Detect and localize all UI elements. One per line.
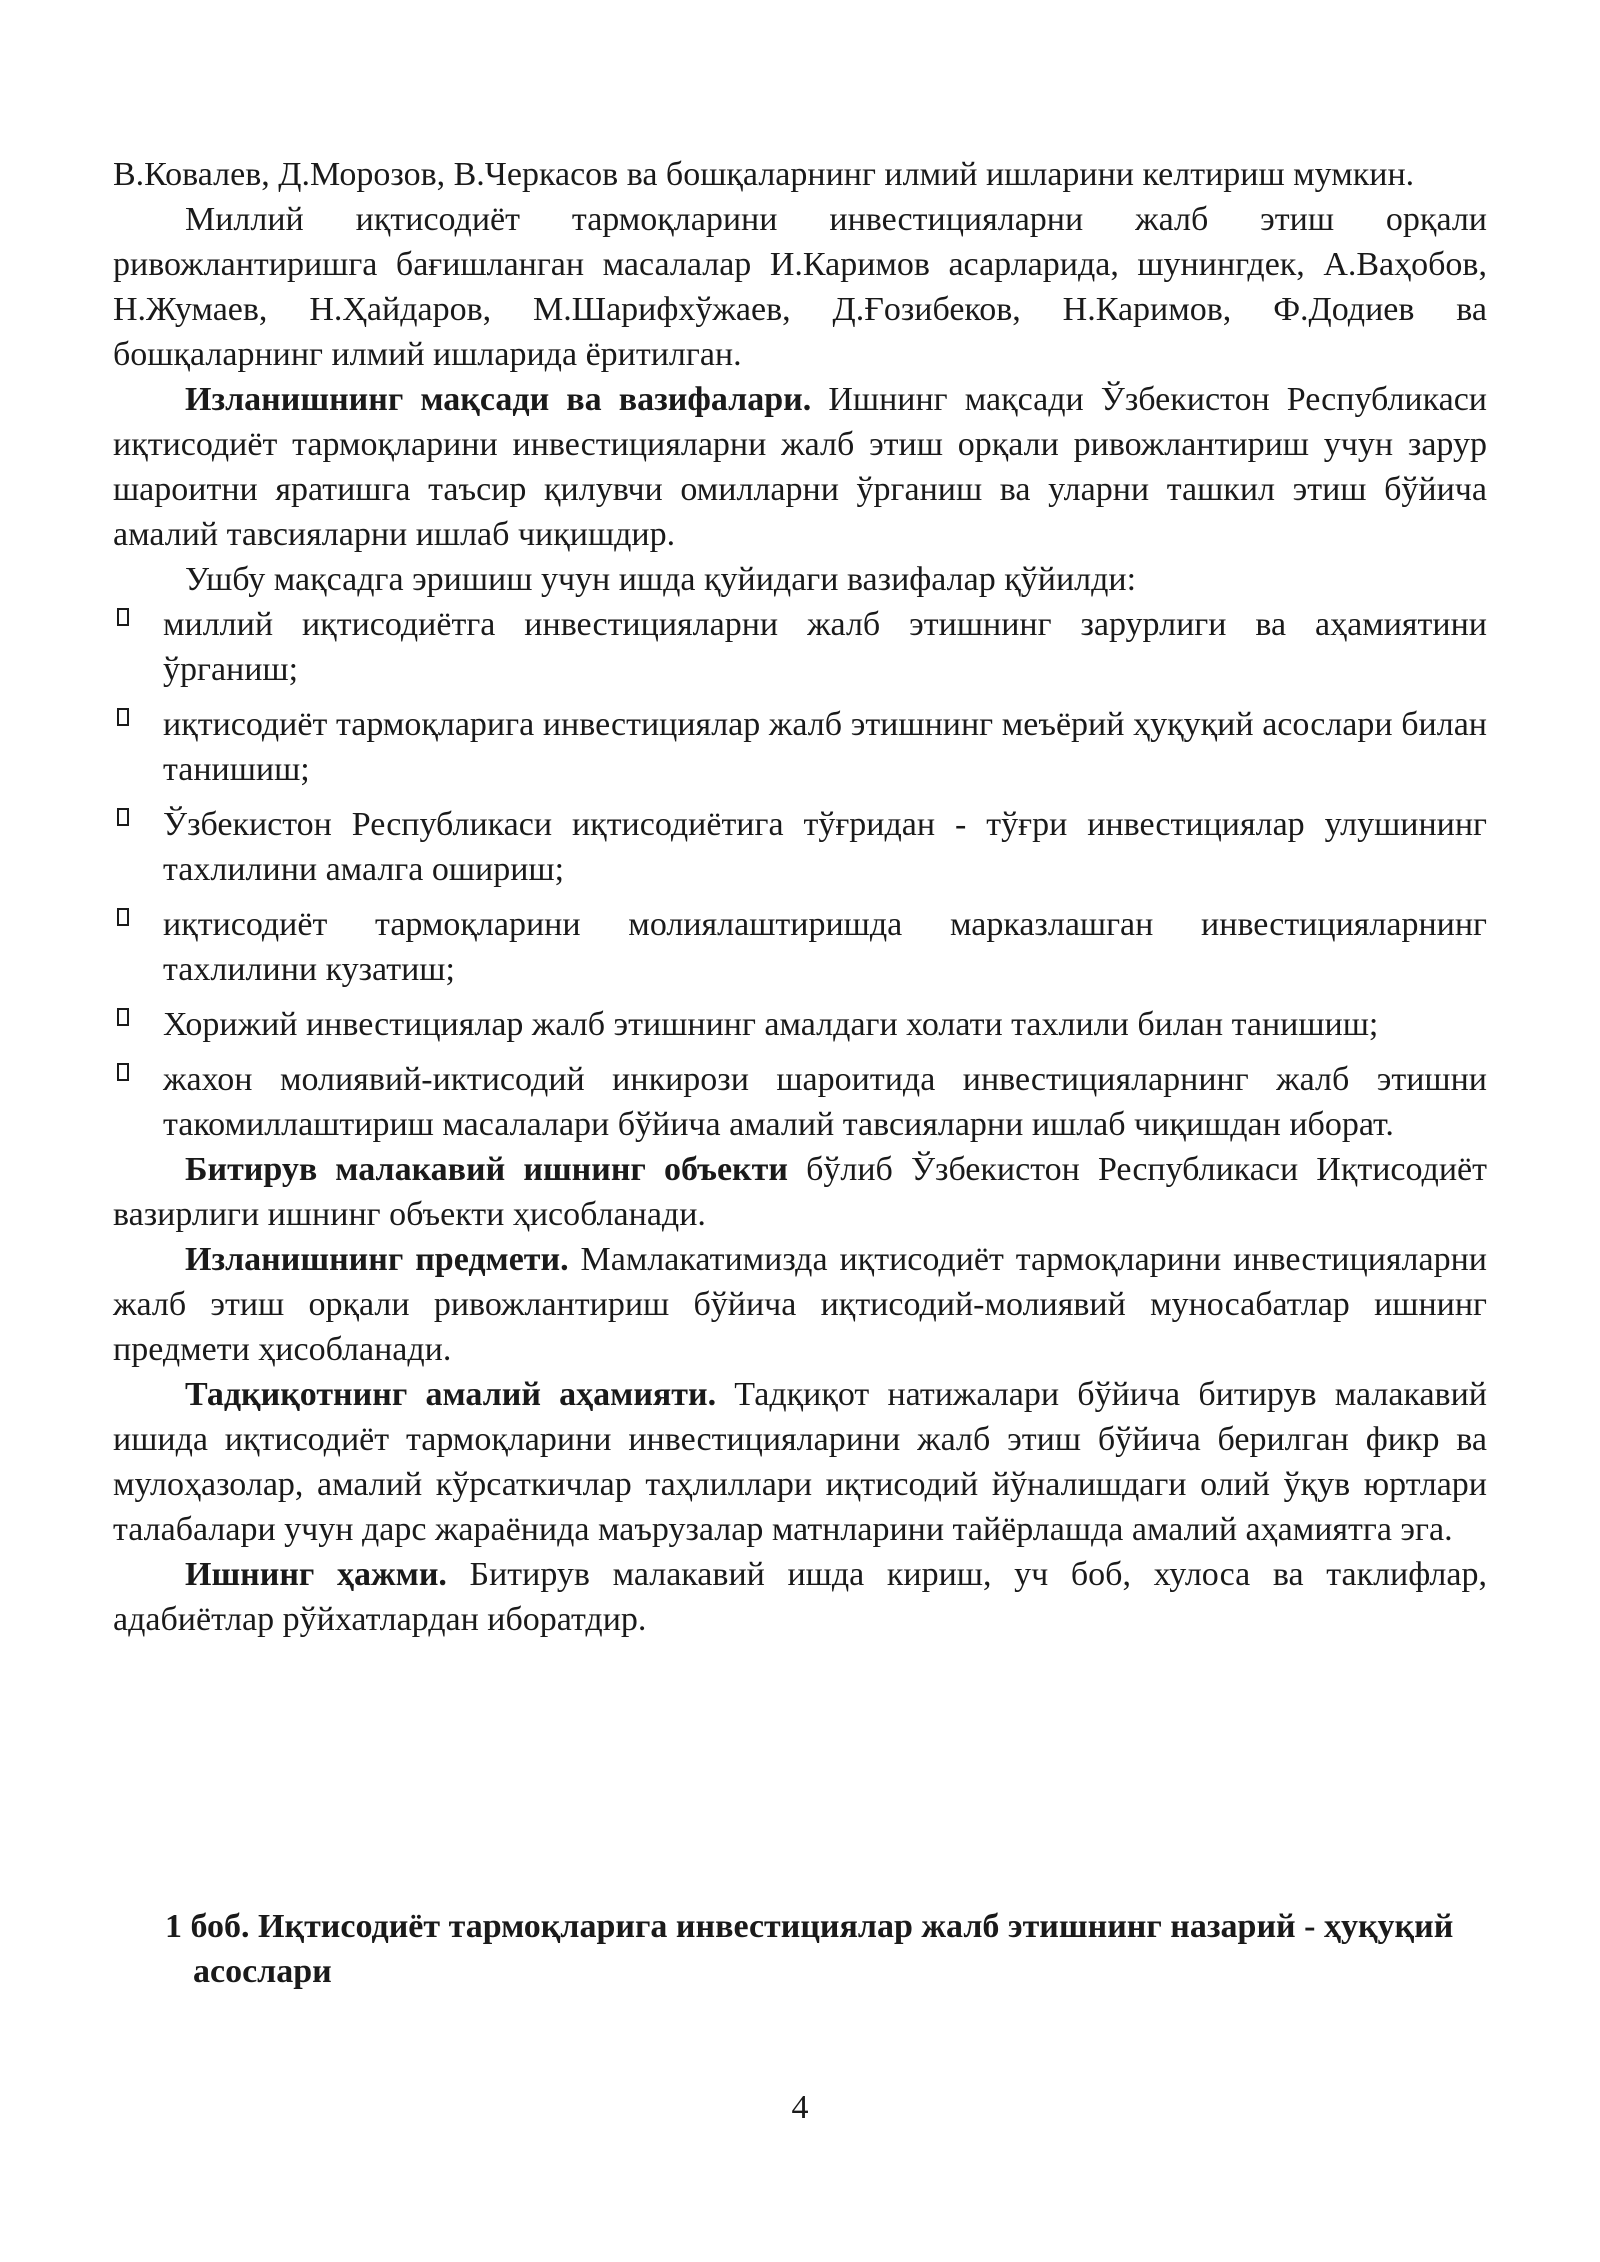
volume-text: Битирув малакавий ишда кириш, уч боб, хулоса ва таклифлар, адабиётлар рўйхатлардан иборатдир. — [113, 1556, 1487, 1638]
list-item-text: жахон молиявий-иктисодий инкирози шароитида инвестицияларнинг жалб этишни такомиллаштириш масалалари бўйича амалий тавсияларни ишлаб чиқишдан иборат. — [163, 1061, 1487, 1143]
list-item-text: иқтисодиёт тармоқларига инвестициялар жалб этишнинг меъёрий ҳуқуқий асослари билан танишиш; — [163, 706, 1487, 788]
paragraph-subject — [113, 1237, 1487, 1372]
list-item — [113, 1057, 1487, 1147]
paragraph-references: В.Ковалев, Д.Морозов, В.Черкасов ва бошқаларнинг илмий ишларини келтириш мумкин. — [113, 156, 1415, 193]
object-text: бўлиб Ўзбекистон Республикаси Иқтисодиёт вазирлиги ишнинг объекти ҳисобланади. — [113, 1151, 1487, 1233]
volume-heading: Ишнинг ҳажми. — [185, 1556, 447, 1593]
bullet-icon — [117, 808, 129, 826]
significance-heading: Тадқиқотнинг амалий аҳамияти. — [185, 1376, 717, 1413]
bullet-icon — [117, 908, 129, 926]
list-item — [113, 1002, 1487, 1047]
paragraph-volume — [113, 1552, 1487, 1642]
list-item-text: миллий иқтисодиётга инвестицияларни жалб этишнинг зарурлиги ва аҳамиятини ўрганиш; — [163, 606, 1487, 688]
paragraph-significance — [113, 1372, 1487, 1552]
paragraph-literature: Миллий иқтисодиёт тармоқларини инвестицияларни жалб этиш орқали ривожлантиришга бағишланган масалалар И.Каримов асарларида, шунингдек, А.Ваҳобов, Н.Жумаев, Н.Ҳайдаров, М.Шарифхўжаев, Д.Ғозибеков, Н.Каримов, Ф.Додиев ва бошқаларнинг илмий ишларида ёритилган. — [113, 201, 1487, 373]
chapter-heading: 1 боб. Иқтисодиёт тармоқларига инвестициялар жалб этишнинг назарий - ҳуқуқий асослари — [165, 1908, 1454, 1990]
goals-heading: Изланишнинг мақсади ва вазифалари. — [185, 381, 812, 418]
subject-heading: Изланишнинг предмети. — [185, 1241, 569, 1278]
object-heading: Битирув малакавий ишнинг объекти — [185, 1151, 788, 1188]
significance-text: Тадқиқот натижалари бўйича битирув малакавий ишида иқтисодиёт тармоқларини инвестицияларини жалб этиш бўйича берилган фикр ва мулоҳазолар, амалий кўрсаткичлар таҳлиллари иқтисодий йўналишдаги олий ўқув юртлари талабалари учун дарс жараёнида маърузалар матнларини тайёрлашда амалий аҳамиятга эга. — [113, 1376, 1487, 1548]
tasks-list — [113, 602, 1487, 1147]
paragraph-tasks-intro: Ушбу мақсадга эришиш учун ишда қуйидаги вазифалар қўйилди: — [185, 561, 1137, 598]
list-item — [113, 902, 1487, 992]
subject-text: Мамлакатимизда иқтисодиёт тармоқларини инвестицияларни жалб этиш орқали ривожлантириш бўйича иқтисодий-молиявий муносабатлар ишнинг предмети ҳисобланади. — [113, 1241, 1487, 1368]
paragraph-goals — [113, 377, 1487, 557]
body-text — [113, 152, 1487, 1642]
goals-text: Ишнинг мақсади Ўзбекистон Республикаси иқтисодиёт тармоқларини инвестицияларни жалб этиш орқали ривожлантириш учун зарур шароитни яратишга таъсир қилувчи омилларни ўрганиш ва уларни ташкил этиш бўйича амалий тавсияларни ишлаб чиқишдир. — [113, 381, 1487, 553]
bullet-icon — [117, 608, 129, 626]
bullet-icon — [117, 1008, 129, 1026]
list-item-text: иқтисодиёт тармоқларини молиялаштиришда марказлашган инвестицияларнинг тахлилини кузатиш; — [163, 906, 1487, 988]
bullet-icon — [117, 1063, 129, 1081]
bullet-icon — [117, 708, 129, 726]
list-item-text: Ўзбекистон Республикаси иқтисодиётига тўғридан - тўғри инвестициялар улушининг тахлилини амалга ошириш; — [163, 806, 1487, 888]
list-item-text: Хорижий инвестициялар жалб этишнинг амалдаги холати тахлили билан танишиш; — [163, 1006, 1379, 1043]
list-item — [113, 602, 1487, 692]
list-item — [113, 702, 1487, 792]
page-number: 4 — [791, 2089, 809, 2126]
list-item — [113, 802, 1487, 892]
paragraph-object — [113, 1147, 1487, 1237]
